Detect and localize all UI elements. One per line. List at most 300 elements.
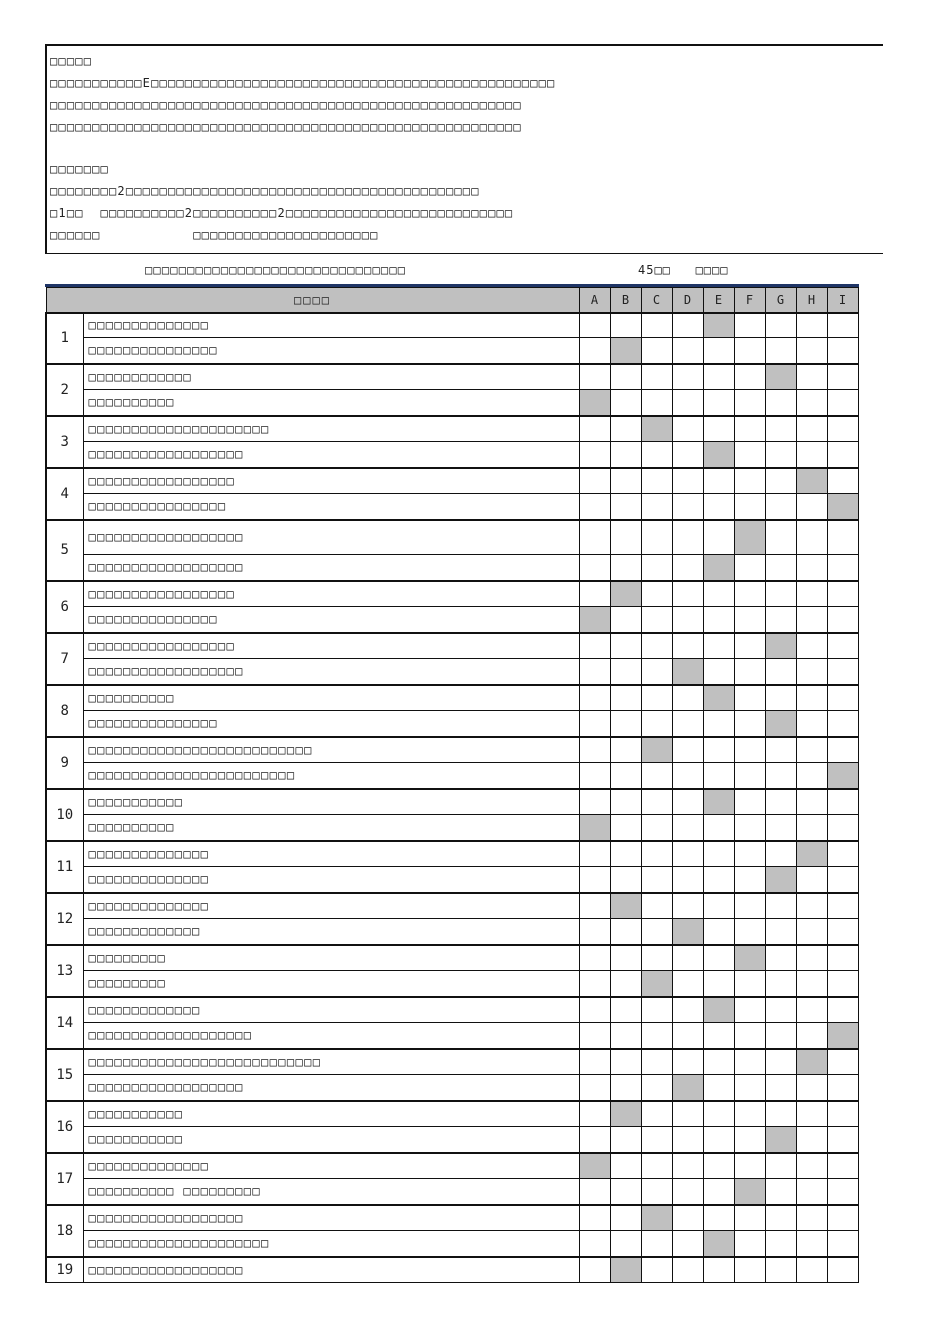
option-cell-a[interactable] [579,1231,610,1257]
option-cell-a[interactable] [579,364,610,390]
option-cell-g[interactable] [765,416,796,442]
option-cell-g[interactable] [765,1023,796,1049]
option-cell-c[interactable] [641,338,672,364]
option-cell-d[interactable] [672,1023,703,1049]
option-cell-h[interactable] [796,1075,827,1101]
option-cell-f[interactable] [734,1179,765,1205]
option-cell-e[interactable] [703,313,734,338]
option-cell-c[interactable] [641,1179,672,1205]
option-cell-b[interactable] [610,711,641,737]
option-cell-f[interactable] [734,867,765,893]
option-cell-f[interactable] [734,763,765,789]
option-cell-b[interactable] [610,867,641,893]
option-cell-e[interactable] [703,390,734,416]
option-cell-h[interactable] [796,390,827,416]
option-cell-h[interactable] [796,416,827,442]
option-cell-d[interactable] [672,1101,703,1127]
option-cell-e[interactable] [703,971,734,997]
option-cell-d[interactable] [672,1205,703,1231]
option-cell-e[interactable] [703,364,734,390]
option-cell-d[interactable] [672,416,703,442]
option-cell-d[interactable] [672,1231,703,1257]
option-cell-h[interactable] [796,1231,827,1257]
option-cell-a[interactable] [579,390,610,416]
option-cell-c[interactable] [641,789,672,815]
option-cell-d[interactable] [672,364,703,390]
option-cell-i[interactable] [827,494,858,520]
option-cell-e[interactable] [703,338,734,364]
option-cell-h[interactable] [796,1205,827,1231]
option-cell-g[interactable] [765,633,796,659]
option-cell-a[interactable] [579,468,610,494]
option-cell-c[interactable] [641,607,672,633]
option-cell-c[interactable] [641,711,672,737]
option-cell-e[interactable] [703,685,734,711]
option-cell-a[interactable] [579,789,610,815]
option-cell-i[interactable] [827,1101,858,1127]
option-cell-c[interactable] [641,581,672,607]
option-cell-e[interactable] [703,1231,734,1257]
option-cell-d[interactable] [672,468,703,494]
option-cell-c[interactable] [641,1127,672,1153]
option-cell-i[interactable] [827,555,858,581]
option-cell-e[interactable] [703,789,734,815]
option-cell-f[interactable] [734,1153,765,1179]
option-cell-h[interactable] [796,520,827,555]
option-cell-a[interactable] [579,841,610,867]
option-cell-f[interactable] [734,945,765,971]
option-cell-b[interactable] [610,737,641,763]
option-cell-i[interactable] [827,633,858,659]
option-cell-i[interactable] [827,789,858,815]
option-cell-b[interactable] [610,338,641,364]
option-cell-e[interactable] [703,919,734,945]
option-cell-f[interactable] [734,468,765,494]
option-cell-g[interactable] [765,971,796,997]
option-cell-a[interactable] [579,494,610,520]
option-cell-g[interactable] [765,763,796,789]
option-cell-b[interactable] [610,520,641,555]
option-cell-f[interactable] [734,893,765,919]
option-cell-b[interactable] [610,633,641,659]
option-cell-d[interactable] [672,711,703,737]
option-cell-h[interactable] [796,1179,827,1205]
option-cell-h[interactable] [796,338,827,364]
option-cell-i[interactable] [827,416,858,442]
option-cell-b[interactable] [610,763,641,789]
option-cell-f[interactable] [734,841,765,867]
option-cell-d[interactable] [672,520,703,555]
option-cell-c[interactable] [641,390,672,416]
option-cell-d[interactable] [672,633,703,659]
option-cell-h[interactable] [796,815,827,841]
option-cell-c[interactable] [641,763,672,789]
option-cell-g[interactable] [765,1049,796,1075]
option-cell-h[interactable] [796,919,827,945]
option-cell-d[interactable] [672,659,703,685]
option-cell-c[interactable] [641,945,672,971]
option-cell-i[interactable] [827,338,858,364]
option-cell-d[interactable] [672,841,703,867]
option-cell-c[interactable] [641,841,672,867]
option-cell-h[interactable] [796,971,827,997]
option-cell-f[interactable] [734,737,765,763]
option-cell-b[interactable] [610,1179,641,1205]
option-cell-h[interactable] [796,867,827,893]
option-cell-b[interactable] [610,442,641,468]
option-cell-a[interactable] [579,763,610,789]
option-cell-e[interactable] [703,997,734,1023]
option-cell-c[interactable] [641,416,672,442]
option-cell-d[interactable] [672,1127,703,1153]
option-cell-b[interactable] [610,997,641,1023]
option-cell-b[interactable] [610,945,641,971]
option-cell-a[interactable] [579,607,610,633]
option-cell-h[interactable] [796,1257,827,1283]
option-cell-f[interactable] [734,555,765,581]
option-cell-e[interactable] [703,1257,734,1283]
option-cell-g[interactable] [765,468,796,494]
option-cell-h[interactable] [796,313,827,338]
option-cell-c[interactable] [641,815,672,841]
option-cell-e[interactable] [703,1179,734,1205]
option-cell-i[interactable] [827,390,858,416]
option-cell-c[interactable] [641,685,672,711]
option-cell-f[interactable] [734,494,765,520]
option-cell-h[interactable] [796,711,827,737]
option-cell-d[interactable] [672,789,703,815]
option-cell-h[interactable] [796,581,827,607]
option-cell-f[interactable] [734,1049,765,1075]
option-cell-d[interactable] [672,1179,703,1205]
option-cell-d[interactable] [672,893,703,919]
option-cell-f[interactable] [734,815,765,841]
option-cell-e[interactable] [703,841,734,867]
option-cell-h[interactable] [796,997,827,1023]
option-cell-a[interactable] [579,685,610,711]
option-cell-d[interactable] [672,1153,703,1179]
option-cell-h[interactable] [796,659,827,685]
option-cell-c[interactable] [641,867,672,893]
option-cell-e[interactable] [703,494,734,520]
option-cell-g[interactable] [765,919,796,945]
option-cell-e[interactable] [703,416,734,442]
option-cell-h[interactable] [796,763,827,789]
option-cell-f[interactable] [734,364,765,390]
option-cell-e[interactable] [703,711,734,737]
option-cell-g[interactable] [765,997,796,1023]
option-cell-i[interactable] [827,971,858,997]
option-cell-a[interactable] [579,313,610,338]
option-cell-g[interactable] [765,711,796,737]
option-cell-a[interactable] [579,520,610,555]
option-cell-a[interactable] [579,581,610,607]
option-cell-d[interactable] [672,390,703,416]
option-cell-i[interactable] [827,1231,858,1257]
option-cell-c[interactable] [641,971,672,997]
option-cell-e[interactable] [703,1205,734,1231]
option-cell-e[interactable] [703,520,734,555]
option-cell-i[interactable] [827,659,858,685]
option-cell-i[interactable] [827,1075,858,1101]
option-cell-g[interactable] [765,520,796,555]
option-cell-a[interactable] [579,1127,610,1153]
option-cell-c[interactable] [641,1101,672,1127]
option-cell-b[interactable] [610,313,641,338]
option-cell-h[interactable] [796,555,827,581]
option-cell-a[interactable] [579,442,610,468]
option-cell-a[interactable] [579,1179,610,1205]
option-cell-i[interactable] [827,893,858,919]
option-cell-f[interactable] [734,1075,765,1101]
option-cell-e[interactable] [703,1075,734,1101]
option-cell-g[interactable] [765,1179,796,1205]
option-cell-e[interactable] [703,555,734,581]
option-cell-i[interactable] [827,1179,858,1205]
option-cell-d[interactable] [672,313,703,338]
option-cell-e[interactable] [703,607,734,633]
option-cell-e[interactable] [703,1023,734,1049]
option-cell-g[interactable] [765,1153,796,1179]
option-cell-i[interactable] [827,945,858,971]
option-cell-f[interactable] [734,789,765,815]
option-cell-d[interactable] [672,607,703,633]
option-cell-c[interactable] [641,494,672,520]
option-cell-i[interactable] [827,1049,858,1075]
option-cell-i[interactable] [827,997,858,1023]
option-cell-b[interactable] [610,390,641,416]
option-cell-f[interactable] [734,711,765,737]
option-cell-h[interactable] [796,789,827,815]
option-cell-c[interactable] [641,520,672,555]
option-cell-g[interactable] [765,442,796,468]
option-cell-h[interactable] [796,685,827,711]
option-cell-g[interactable] [765,1231,796,1257]
option-cell-f[interactable] [734,338,765,364]
option-cell-e[interactable] [703,468,734,494]
option-cell-f[interactable] [734,520,765,555]
option-cell-c[interactable] [641,1075,672,1101]
option-cell-i[interactable] [827,815,858,841]
option-cell-h[interactable] [796,364,827,390]
option-cell-c[interactable] [641,737,672,763]
option-cell-g[interactable] [765,867,796,893]
option-cell-b[interactable] [610,1127,641,1153]
option-cell-b[interactable] [610,581,641,607]
option-cell-b[interactable] [610,789,641,815]
option-cell-d[interactable] [672,815,703,841]
option-cell-h[interactable] [796,442,827,468]
option-cell-b[interactable] [610,659,641,685]
option-cell-a[interactable] [579,1101,610,1127]
option-cell-d[interactable] [672,945,703,971]
option-cell-h[interactable] [796,1049,827,1075]
option-cell-e[interactable] [703,737,734,763]
option-cell-a[interactable] [579,997,610,1023]
option-cell-g[interactable] [765,1075,796,1101]
option-cell-a[interactable] [579,893,610,919]
option-cell-i[interactable] [827,685,858,711]
option-cell-g[interactable] [765,494,796,520]
option-cell-a[interactable] [579,659,610,685]
option-cell-b[interactable] [610,815,641,841]
option-cell-a[interactable] [579,555,610,581]
option-cell-b[interactable] [610,685,641,711]
option-cell-a[interactable] [579,971,610,997]
option-cell-f[interactable] [734,1127,765,1153]
option-cell-b[interactable] [610,468,641,494]
option-cell-e[interactable] [703,659,734,685]
option-cell-e[interactable] [703,763,734,789]
option-cell-g[interactable] [765,1257,796,1283]
option-cell-b[interactable] [610,1205,641,1231]
option-cell-b[interactable] [610,919,641,945]
option-cell-b[interactable] [610,893,641,919]
option-cell-d[interactable] [672,971,703,997]
option-cell-f[interactable] [734,919,765,945]
option-cell-f[interactable] [734,971,765,997]
option-cell-i[interactable] [827,711,858,737]
option-cell-i[interactable] [827,581,858,607]
option-cell-f[interactable] [734,416,765,442]
option-cell-d[interactable] [672,919,703,945]
option-cell-d[interactable] [672,442,703,468]
option-cell-g[interactable] [765,789,796,815]
option-cell-c[interactable] [641,1257,672,1283]
option-cell-h[interactable] [796,841,827,867]
option-cell-g[interactable] [765,313,796,338]
option-cell-g[interactable] [765,1101,796,1127]
option-cell-h[interactable] [796,1153,827,1179]
option-cell-b[interactable] [610,1101,641,1127]
option-cell-a[interactable] [579,1049,610,1075]
option-cell-a[interactable] [579,867,610,893]
option-cell-f[interactable] [734,442,765,468]
option-cell-e[interactable] [703,1153,734,1179]
option-cell-c[interactable] [641,1049,672,1075]
option-cell-d[interactable] [672,581,703,607]
option-cell-g[interactable] [765,815,796,841]
option-cell-e[interactable] [703,893,734,919]
option-cell-i[interactable] [827,1205,858,1231]
option-cell-c[interactable] [641,555,672,581]
option-cell-h[interactable] [796,468,827,494]
option-cell-e[interactable] [703,633,734,659]
option-cell-a[interactable] [579,919,610,945]
option-cell-i[interactable] [827,364,858,390]
option-cell-f[interactable] [734,1231,765,1257]
option-cell-b[interactable] [610,607,641,633]
option-cell-i[interactable] [827,1153,858,1179]
option-cell-g[interactable] [765,945,796,971]
option-cell-a[interactable] [579,633,610,659]
option-cell-b[interactable] [610,416,641,442]
option-cell-c[interactable] [641,1023,672,1049]
option-cell-d[interactable] [672,494,703,520]
option-cell-i[interactable] [827,313,858,338]
option-cell-a[interactable] [579,1023,610,1049]
option-cell-e[interactable] [703,442,734,468]
option-cell-c[interactable] [641,1205,672,1231]
option-cell-i[interactable] [827,919,858,945]
option-cell-a[interactable] [579,1075,610,1101]
option-cell-e[interactable] [703,1049,734,1075]
option-cell-h[interactable] [796,737,827,763]
option-cell-e[interactable] [703,815,734,841]
option-cell-a[interactable] [579,1257,610,1283]
option-cell-b[interactable] [610,494,641,520]
option-cell-b[interactable] [610,1075,641,1101]
option-cell-d[interactable] [672,1049,703,1075]
option-cell-c[interactable] [641,364,672,390]
option-cell-i[interactable] [827,607,858,633]
option-cell-g[interactable] [765,685,796,711]
option-cell-d[interactable] [672,555,703,581]
option-cell-e[interactable] [703,867,734,893]
option-cell-b[interactable] [610,1049,641,1075]
option-cell-a[interactable] [579,815,610,841]
option-cell-i[interactable] [827,763,858,789]
option-cell-f[interactable] [734,659,765,685]
option-cell-e[interactable] [703,581,734,607]
option-cell-a[interactable] [579,945,610,971]
option-cell-h[interactable] [796,607,827,633]
option-cell-i[interactable] [827,867,858,893]
option-cell-b[interactable] [610,1023,641,1049]
option-cell-g[interactable] [765,555,796,581]
option-cell-h[interactable] [796,1023,827,1049]
option-cell-a[interactable] [579,416,610,442]
option-cell-i[interactable] [827,468,858,494]
option-cell-b[interactable] [610,1257,641,1283]
option-cell-h[interactable] [796,945,827,971]
option-cell-f[interactable] [734,581,765,607]
option-cell-a[interactable] [579,338,610,364]
option-cell-h[interactable] [796,633,827,659]
option-cell-h[interactable] [796,494,827,520]
option-cell-f[interactable] [734,997,765,1023]
option-cell-f[interactable] [734,1257,765,1283]
option-cell-d[interactable] [672,997,703,1023]
option-cell-d[interactable] [672,763,703,789]
option-cell-g[interactable] [765,390,796,416]
option-cell-f[interactable] [734,685,765,711]
option-cell-c[interactable] [641,997,672,1023]
option-cell-d[interactable] [672,1257,703,1283]
option-cell-f[interactable] [734,633,765,659]
option-cell-g[interactable] [765,1205,796,1231]
option-cell-g[interactable] [765,581,796,607]
option-cell-i[interactable] [827,520,858,555]
option-cell-i[interactable] [827,737,858,763]
option-cell-h[interactable] [796,893,827,919]
option-cell-e[interactable] [703,1101,734,1127]
option-cell-f[interactable] [734,607,765,633]
option-cell-g[interactable] [765,1127,796,1153]
option-cell-c[interactable] [641,442,672,468]
option-cell-e[interactable] [703,1127,734,1153]
option-cell-d[interactable] [672,867,703,893]
option-cell-i[interactable] [827,1257,858,1283]
option-cell-a[interactable] [579,711,610,737]
option-cell-g[interactable] [765,659,796,685]
option-cell-d[interactable] [672,685,703,711]
option-cell-g[interactable] [765,737,796,763]
option-cell-f[interactable] [734,1101,765,1127]
option-cell-f[interactable] [734,390,765,416]
option-cell-c[interactable] [641,1231,672,1257]
option-cell-b[interactable] [610,1231,641,1257]
